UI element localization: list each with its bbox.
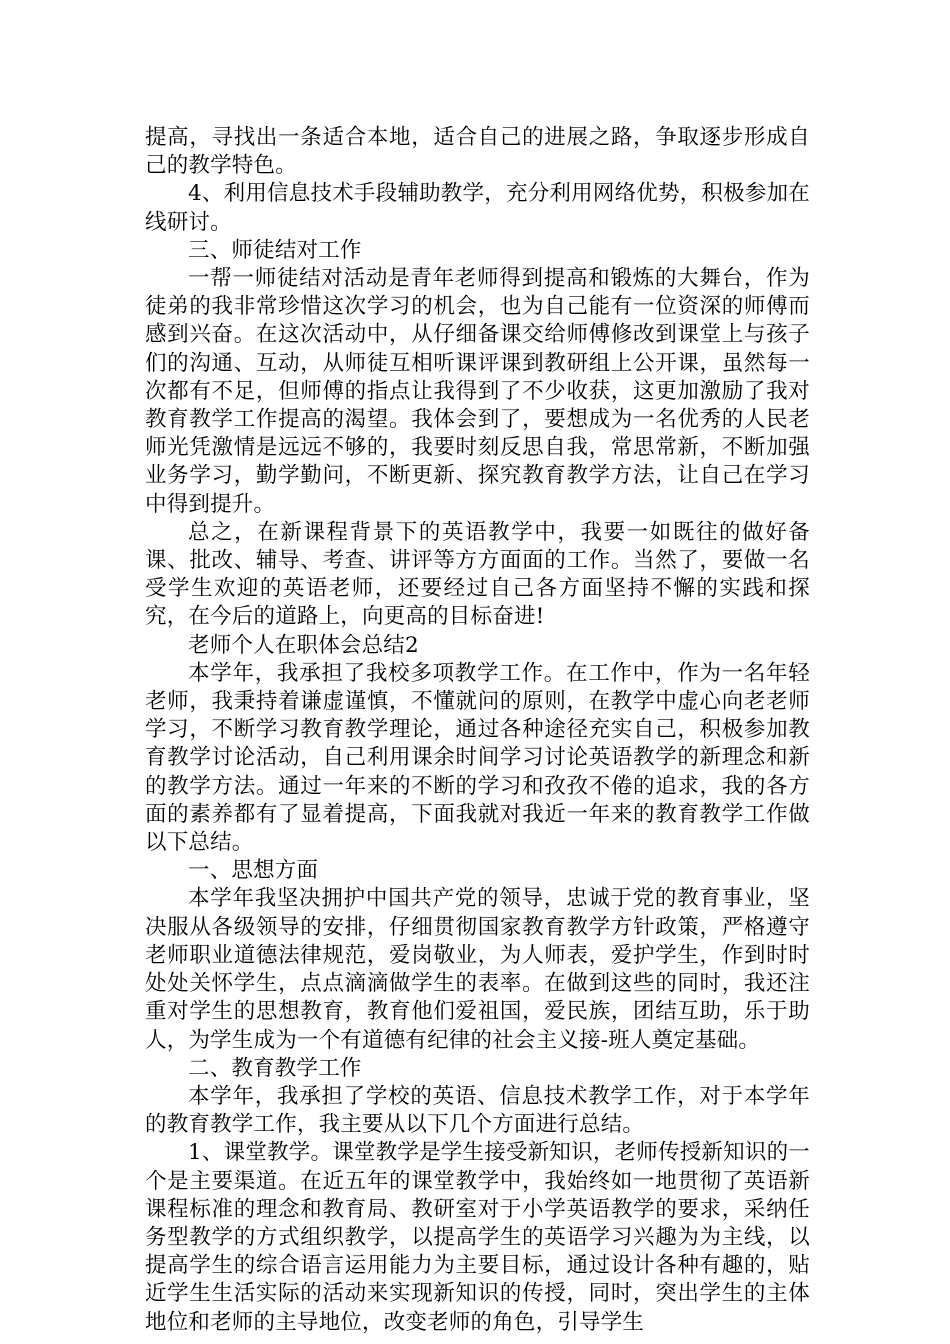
paragraph: 4、利用信息技术手段辅助教学，充分利用网络优势，积极参加在线研讨。 bbox=[145, 181, 810, 235]
paragraph: 1、课堂教学。课堂教学是学生接受新知识，老师传授新知识的一个是主要渠道。在近五年的课堂教学中，我始终如一地贯彻了英语新课程标准的理念和教育局、教研室对于小学英语教学的要求，采纳任务型教学的方式组织教学，以提高学生的英语学习兴趣为为主线，以提高学生的综合语言运用能力为主要目标，通过设计各种有趣的，贴近学生生活实际的活动来实现新知识的传授，同时，突出学生的主体地位和老师的主导地位，改变老师的角色，引导学生 bbox=[145, 1140, 810, 1335]
section-heading: 二、教育教学工作 bbox=[188, 1055, 362, 1081]
paragraph: 总之，在新课程背景下的英语教学中，我要一如既往的做好备课、批改、辅导、考查、讲评等方方面面的工作。当然了，要做一名受学生欢迎的英语老师，还要经过自己各方面坚持不懈的实践和探究，在今后的道路上，向更高的目标奋进! bbox=[145, 519, 810, 630]
paragraph: 本学年，我承担了我校多项教学工作。在工作中，作为一名年轻老师，我秉持着谦虚谨慎，不懂就问的原则，在教学中虚心向老老师学习，不断学习教育教学理论，通过各种途径充实自己，积极参加教育教学讨论活动，自己利用课余时间学习讨论英语教学的新理念和新的教学方法。通过一年来的不断的学习和孜孜不倦的追求，我的各方面的素养都有了显着提高，下面我就对我近一年来的教育教学工作做以下总结。 bbox=[145, 660, 810, 856]
paragraph: 本学年我坚决拥护中国共产党的领导，忠诚于党的教育事业，坚决服从各级领导的安排，仔细贯彻国家教育教学方针政策，严格遵守老师职业道德法律规范，爱岗敬业，为人师表，爱护学生，作到时时处处关怀学生，点点滴滴做学生的表率。在做到这些的同时，我还注重对学生的思想教育，教育他们爱祖国，爱民族，团结互助，乐于助人，为学生成为一个有道德有纪律的社会主义接-班人奠定基础。 bbox=[145, 886, 810, 1053]
document-page bbox=[145, 124, 810, 1337]
document-title: 老师个人在职体会总结2 bbox=[188, 632, 419, 658]
section-heading: 一、思想方面 bbox=[188, 858, 319, 884]
paragraph: 提高，寻找出一条适合本地，适合自己的进展之路，争取逐步形成自己的教学特色。 bbox=[145, 125, 810, 179]
section-heading: 三、师徒结对工作 bbox=[188, 237, 362, 263]
paragraph: 一帮一师徒结对活动是青年老师得到提高和锻炼的大舞台，作为徒弟的我非常珍惜这次学习的机会，也为自己能有一位资深的师傅而感到兴奋。在这次活动中，从仔细备课交给师傅修改到课堂上与孩子们的沟通、互动，从师徒互相听课评课到教研组上公开课，虽然每一次都有不足，但师傅的指点让我得到了不少收获，这更加激励了我对教育教学工作提高的渴望。我体会到了，要想成为一名优秀的人民老师光凭激情是远远不够的，我要时刻反思自我，常思常新，不断加强业务学习，勤学勤问，不断更新、探究教育教学方法，让自己在学习中得到提升。 bbox=[145, 266, 810, 517]
paragraph: 本学年，我承担了学校的英语、信息技术教学工作，对于本学年的教育教学工作，我主要从以下几个方面进行总结。 bbox=[145, 1083, 810, 1138]
